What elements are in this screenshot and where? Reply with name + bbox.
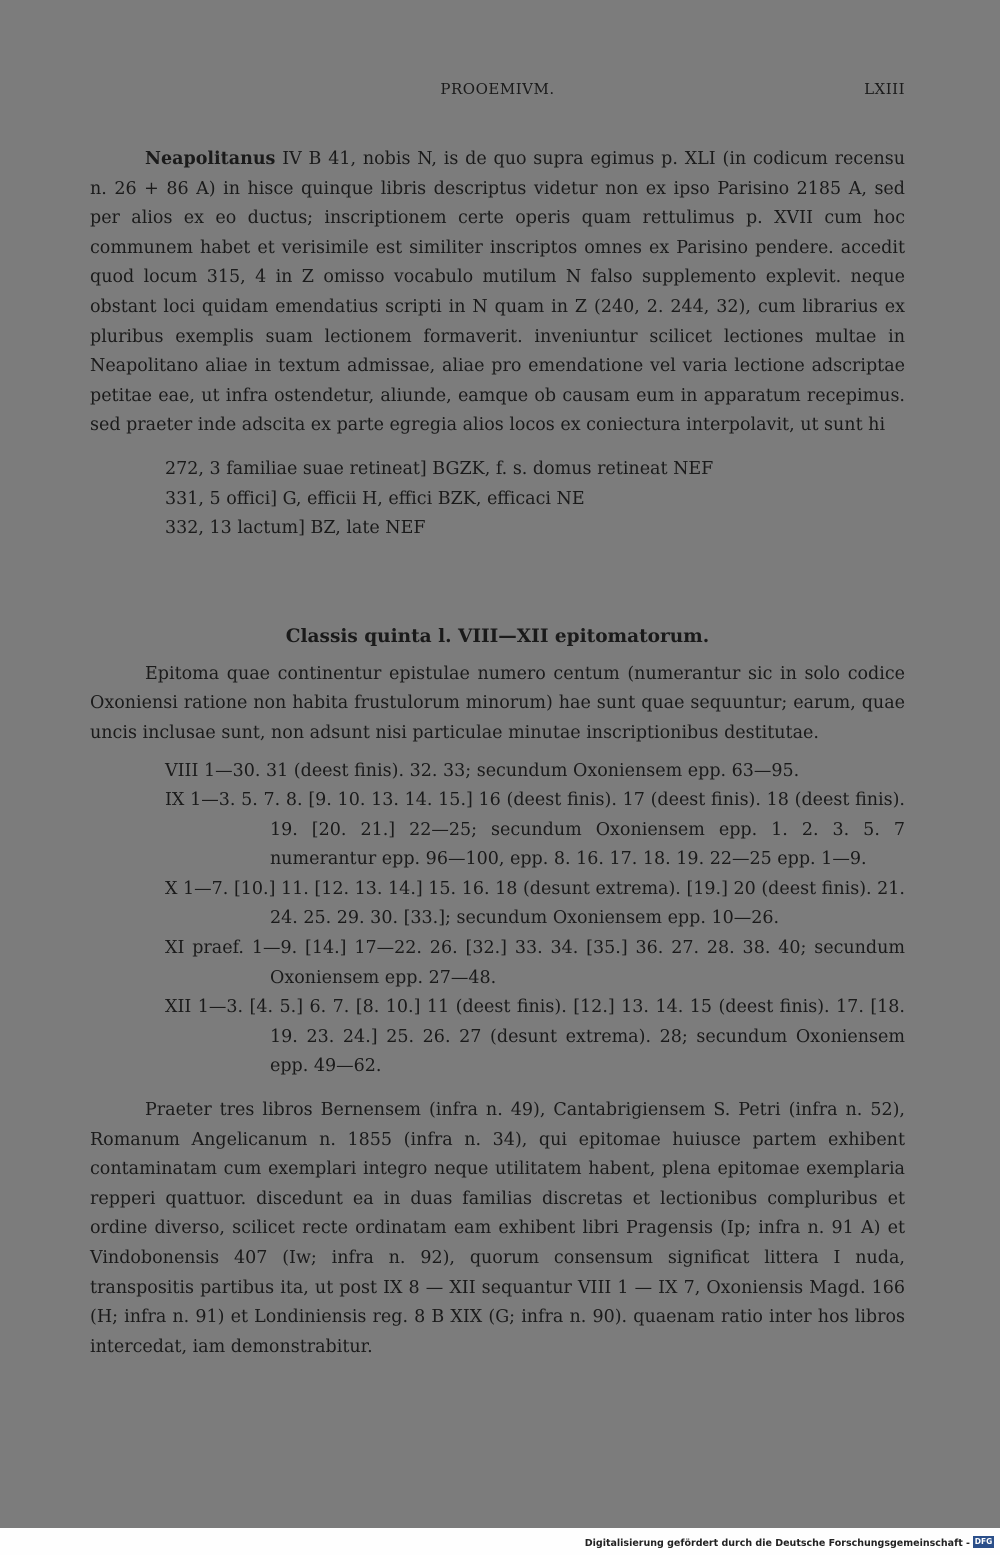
epistle-list	[90, 757, 905, 1083]
footer-bar	[0, 1528, 1000, 1555]
page-number: LXIII	[864, 80, 905, 98]
variant-reading: 331, 5 offici] G, efficii H, effici BZK, efficaci NE	[165, 488, 585, 509]
epistle-list-item: X 1—7. [10.] 11. [12. 13. 14.] 15. 16. 18 (desunt extrema). [19.] 20 (deest finis). 21. 24. 25. 29. 30. [33.]; secundum Oxoniensem epp. 10—26.	[165, 878, 905, 929]
epistle-list-item: VIII 1—30. 31 (deest finis). 32. 33; secundum Oxoniensem epp. 63—95.	[165, 760, 800, 781]
variant-reading: 272, 3 familiae suae retineat] BGZK, f. s. domus retineat NEF	[165, 458, 714, 479]
epistle-list-item: IX 1—3. 5. 7. 8. [9. 10. 13. 14. 15.] 16 (deest finis). 17 (deest finis). 18 (deest finis). 19. [20. 21.] 22—25; secundum Oxoniensem epp. 1. 2. 3. 5. 7 numerantur epp. 96—100, epp. 8. 16. 17. 18. 19. 22—25 epp. 1—9.	[165, 790, 905, 870]
lead-word: Neapolitanus	[145, 149, 276, 169]
paragraph-praeter: Praeter tres libros Bernensem (infra n. 49), Cantabrigiensem S. Petri (infra n. 52), Romanum Angelicanum n. 1855 (infra n. 34), qui epitomae huiusce partem exhibent contaminatam cum exemplari integro neque utilitatem habent, plena epitomae exemplaria repperi quattuor. discedunt ea in duas familias discretas et lectionibus compluribus et ordine diverso, scilicet recte ordinatam eam exhibent libri Pragensis (Ip; infra n. 91 A) et Vindobonensis 407 (Iw; infra n. 92), quorum consensum significat littera I nuda, transpositis partibus ita, ut post IX 8 — XII sequantur VIII 1 — IX 7, Oxoniensis Magd. 166 (H; infra n. 91) et Londiniensis reg. 8 B XIX (G; infra n. 90). quaenam ratio inter hos libros intercedat, iam demonstrabitur.	[90, 1100, 905, 1357]
variant-readings-list	[90, 455, 905, 544]
paragraph-text: IV B 41, nobis N, is de quo supra egimus p. XLI (in codicum recensu n. 26 + 86 A) in hisce quinque libris descriptus videtur non ex ipso Parisino 2185 A, sed per alios ex eo ductus; inscriptionem certe operis quam rettulimus p. XVII cum hoc communem habet et verisimile est similiter inscriptos omnes ex Parisino pendere. accedit quod locum 315, 4 in Z omisso vocabulo mutilum N falso supplemento explevit. neque obstant loci quidam emendatius scripti in N quam in Z (240, 2. 244, 32), cum librarius ex pluribus exemplis suam lectionem formaverit. inveniuntur scilicet lectiones multae in Neapolitano aliae in textum admissae, aliae pro emendatione vel varia lectione adscriptae petitae eae, ut infra ostendetur, aliunde, eamque ob causam eum in apparatum recepimus. sed praeter inde adscita ex parte egregia alios locos ex coniectura interpolavit, ut sunt hi	[90, 149, 905, 436]
section-heading: Classis quinta l. VIII—XII epitomatorum.	[285, 625, 710, 647]
funding-credit: Digitalisierung gefördert durch die Deutsche Forschungsgemeinschaft -	[584, 1538, 970, 1549]
page-body	[90, 145, 905, 1362]
epistle-list-item: XI praef. 1—9. [14.] 17—22. 26. [32.] 33. 34. [35.] 36. 27. 28. 38. 40; secundum Oxoniensem epp. 27—48.	[165, 938, 905, 988]
paragraph-epitoma: Epitoma quae continentur epistulae numero centum (numerantur sic in solo codice Oxoniensi ratione non habita frustulorum minorum) hae sunt quae sequuntur; earum, quae uncis inclusae sunt, non adsunt nisi particulae minutae inscriptionibus destitutae.	[90, 663, 905, 743]
variant-reading: 332, 13 lactum] BZ, late NEF	[165, 518, 426, 539]
running-title: PROOEMIVM.	[440, 80, 555, 98]
page-header	[90, 80, 905, 106]
dfg-logo: DFG	[974, 1537, 993, 1546]
paragraph-neapolitanus	[90, 145, 905, 441]
epistle-list-item: XII 1—3. [4. 5.] 6. 7. [8. 10.] 11 (deest finis). [12.] 13. 14. 15 (deest finis). 17. [18. 19. 23. 24.] 25. 26. 27 (desunt extrema). 28; secundum Oxoniensem epp. 49—62.	[165, 997, 905, 1077]
